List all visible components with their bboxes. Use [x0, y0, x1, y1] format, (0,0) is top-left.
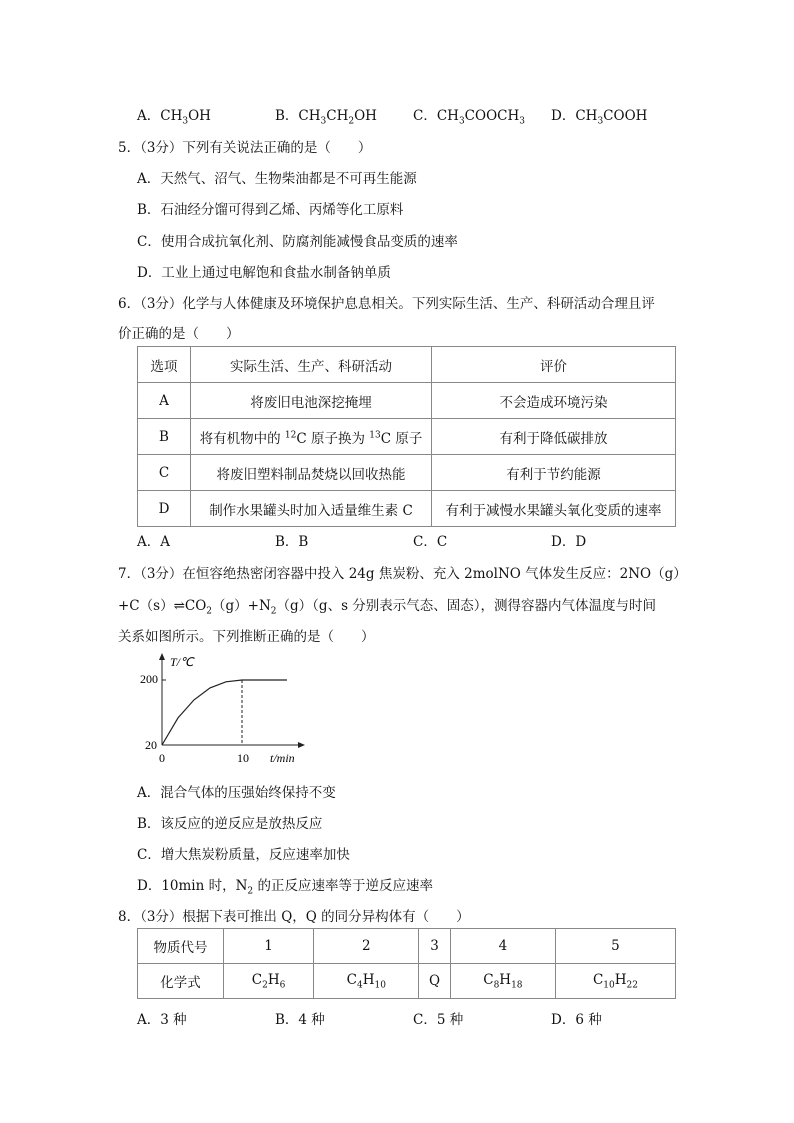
- table-cell: 将废旧塑料制品焚烧以回收热能: [191, 455, 432, 491]
- q5-option-c: C．使用合成抗氧化剂、防腐剂能减慢食品变质的速率: [137, 234, 458, 250]
- table-cell: $C_8H_{18}$: [450, 964, 555, 999]
- q4-option-c: C．$CH_3COOCH_3$: [413, 108, 525, 127]
- table-cell: 将有机物中的 $^{12}$C 原子换为 $^{13}$C 原子: [191, 419, 432, 455]
- table-header-cell: 评价: [432, 347, 676, 383]
- table-cell: $C_{10}H_{22}$: [555, 964, 675, 999]
- q8-option-b: B．4 种: [275, 1012, 325, 1028]
- table-header-cell: 选项: [138, 347, 191, 383]
- q8-table: [137, 928, 676, 999]
- q8-option-d: D．6 种: [551, 1012, 602, 1028]
- table-cell: 2: [314, 929, 419, 964]
- q4-option-a: A．$CH_3OH$: [137, 108, 211, 127]
- table-cell: 5: [555, 929, 675, 964]
- table-cell: 有利于减慢水果罐头氧化变质的速率: [432, 491, 676, 527]
- q4-options: [137, 104, 697, 127]
- table-header-row: [138, 347, 676, 383]
- y-axis-label: T/℃: [170, 655, 194, 669]
- temperature-curve: [162, 680, 287, 745]
- q6-table: [137, 346, 676, 527]
- x-axis-label: t/min: [270, 751, 295, 765]
- q7-stem-line1: 7．（3分）在恒容绝热密闭容器中投入 24g 焦炭粉、充入 2molNO 气体发生反应：2NO（g）: [118, 566, 687, 582]
- table-row: [138, 419, 676, 455]
- y-axis-arrow: [159, 653, 165, 660]
- q6-option-c: C．C: [413, 534, 448, 550]
- table-cell: 有利于降低碳排放: [432, 419, 676, 455]
- table-cell: 4: [450, 929, 555, 964]
- x-tick-label: 0: [159, 751, 165, 765]
- table-cell: D: [138, 491, 191, 527]
- x-axis-arrow: [298, 742, 305, 748]
- table-cell: 化学式: [138, 964, 224, 999]
- table-cell: 制作水果罐头时加入适量维生素 C: [191, 491, 432, 527]
- q7-option-b: B．该反应的逆反应是放热反应: [137, 816, 323, 832]
- q5-option-b: B．石油经分馏可得到乙烯、丙烯等化工原料: [137, 202, 404, 218]
- table-cell: $C_4H_{10}$: [314, 964, 419, 999]
- q6-stem-line2: 价正确的是（ ）: [118, 326, 240, 342]
- q7-option-a: A．混合气体的压强始终保持不变: [137, 785, 336, 801]
- q7-stem-line3: 关系如图所示。下列推断正确的是（ ）: [118, 629, 375, 645]
- table-cell: 不会造成环境污染: [432, 383, 676, 419]
- q7-option-c: C．增大焦炭粉质量，反应速率加快: [137, 847, 350, 863]
- table-header-cell: 实际生活、生产、科研活动: [191, 347, 432, 383]
- table-cell: 物质代号: [138, 929, 224, 964]
- y-tick-label: 20: [145, 738, 157, 752]
- q4-option-b: B．$CH_3CH_2OH$: [275, 108, 377, 127]
- table-row: [138, 455, 676, 491]
- table-cell: Q: [419, 964, 450, 999]
- table-cell: 3: [419, 929, 450, 964]
- temperature-time-chart: [140, 650, 310, 770]
- table-cell: B: [138, 419, 191, 455]
- q6-option-b: B．B: [275, 534, 309, 550]
- q6-option-a: A．A: [137, 534, 170, 550]
- x-tick-label: 10: [237, 751, 249, 765]
- q8-option-a: A．3 种: [137, 1012, 187, 1028]
- q6-option-d: D．D: [551, 534, 587, 550]
- table-cell: 将废旧电池深挖掩埋: [191, 383, 432, 419]
- y-tick-label: 200: [140, 672, 158, 686]
- q5-option-a: A．天然气、沼气、生物柴油都是不可再生能源: [137, 171, 417, 187]
- q5-option-d: D．工业上通过电解饱和食盐水制备钠单质: [137, 265, 391, 281]
- table-cell: C: [138, 455, 191, 491]
- q6-options: [137, 530, 697, 550]
- q4-option-d: D．$CH_3COOH$: [551, 108, 648, 127]
- table-row: [138, 383, 676, 419]
- q5-stem: 5．（3分）下列有关说法正确的是（ ）: [118, 140, 372, 156]
- table-row: [138, 964, 676, 999]
- q6-stem-line1: 6．（3分）化学与人体健康及环境保护息息相关。下列实际生活、生产、科研活动合理且评: [118, 296, 655, 312]
- table-row: [138, 491, 676, 527]
- table-row: [138, 929, 676, 964]
- table-cell: 有利于节约能源: [432, 455, 676, 491]
- q8-options: [137, 1008, 697, 1028]
- q7-stem-line2: $+C(s)\rightleftharpoons CO_2(g)+N_2(g)(g$、s 分别表示气态、固态），测得容器内气体温度与时间: [118, 598, 657, 617]
- q8-option-c: C．5 种: [413, 1012, 464, 1028]
- q7-option-d: D．10min 时，$N_2$ 的正反应速率等于逆反应速率: [137, 878, 433, 897]
- table-cell: $C_2H_6$: [224, 964, 314, 999]
- table-cell: 1: [224, 929, 314, 964]
- table-cell: A: [138, 383, 191, 419]
- q8-stem: 8．（3分）根据下表可推出 Q，Q 的同分异构体有（ ）: [118, 909, 470, 925]
